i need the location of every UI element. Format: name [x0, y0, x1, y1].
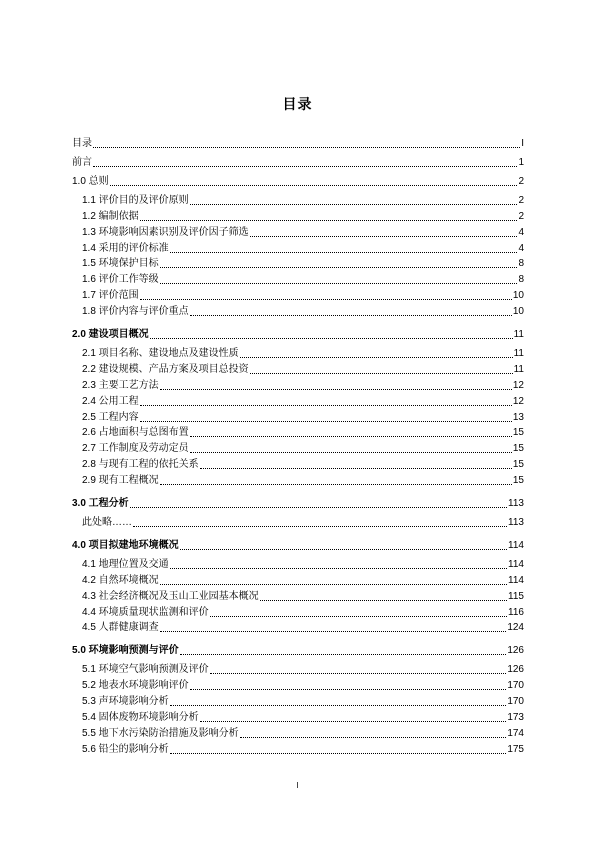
dot-leader [140, 420, 512, 422]
dot-leader [160, 630, 507, 632]
toc-entry-page: 12 [512, 395, 524, 407]
toc-entry-label: 5.0 环境影响预测与评价 [72, 645, 179, 657]
toc-subsection-entry[interactable] [72, 692, 524, 708]
toc-entry-page: 4 [518, 242, 524, 254]
toc-subsection-entry[interactable] [72, 392, 524, 408]
toc-entry-label: 1.4 采用的评价标准 [82, 242, 169, 254]
toc-entry-page: 8 [518, 258, 524, 270]
toc-entry-page: 11 [513, 329, 524, 341]
toc-section-entry[interactable] [72, 641, 524, 657]
toc-subsection-entry[interactable] [72, 424, 524, 440]
toc-entry-label: 1.3 环境影响因素识别及评价因子筛选 [82, 226, 249, 238]
toc-entry-page: 4 [518, 226, 524, 238]
toc-subsection-entry[interactable] [72, 555, 524, 571]
toc-entry-page: 11 [513, 363, 524, 375]
dot-leader [260, 599, 507, 601]
dot-leader [93, 165, 517, 167]
toc-subsection-entry[interactable] [72, 376, 524, 392]
toc-entry-page: 126 [507, 664, 524, 676]
toc-entry-page: 15 [512, 427, 524, 439]
dot-leader [180, 548, 507, 550]
toc-subsection-entry[interactable] [72, 344, 524, 360]
toc-subsection-entry[interactable] [72, 676, 524, 692]
toc-entry-label: 1.0 总则 [72, 176, 109, 187]
toc-entry-label: 前言 [72, 157, 92, 168]
dot-leader [140, 219, 518, 221]
toc-subsection-entry[interactable] [72, 708, 524, 724]
toc-entry-page: 170 [507, 696, 524, 708]
toc-entry-page: 116 [508, 606, 524, 618]
toc-entry-label: 2.3 主要工艺方法 [82, 379, 159, 391]
toc-entry-page: 124 [507, 622, 524, 634]
toc-entry-label: 2.7 工作制度及劳动定员 [82, 443, 189, 455]
toc-entry-label: 2.8 与现有工程的依托关系 [82, 459, 199, 471]
toc-subsection-entry[interactable] [72, 660, 524, 676]
toc-entry-label: 1.1 评价目的及评价原则 [82, 194, 189, 206]
toc-entry-page: 15 [512, 459, 524, 471]
toc-entry-label: 4.3 社会经济概况及玉山工业园基本概况 [82, 590, 259, 602]
toc-subsection-entry[interactable] [72, 724, 524, 740]
toc-entry-label: 5.1 环境空气影响预测及评价 [82, 664, 209, 676]
dot-leader [160, 483, 512, 485]
toc-section-entry[interactable] [72, 134, 524, 150]
toc-subsection-entry[interactable] [72, 619, 524, 635]
toc-entry-label: 2.9 现有工程概况 [82, 475, 159, 487]
toc-entry-page: 2 [518, 176, 524, 187]
toc-entry-label: 2.4 公用工程 [82, 395, 139, 407]
dot-leader [133, 525, 507, 527]
table-of-contents [72, 134, 524, 756]
toc-section-entry[interactable] [72, 536, 524, 552]
toc-entry-label: 2.0 建设项目概况 [72, 329, 149, 341]
toc-entry-page: 173 [507, 712, 524, 724]
toc-section-entry[interactable] [72, 172, 524, 188]
toc-entry-page: 10 [512, 306, 524, 318]
toc-entry-page: 2 [518, 194, 524, 206]
toc-entry-page: 10 [512, 290, 524, 302]
dot-leader [190, 203, 518, 205]
dot-leader [170, 251, 518, 253]
toc-entry-label: 2.5 工程内容 [82, 411, 139, 423]
toc-entry-page: 126 [507, 645, 524, 657]
toc-entry-label: 4.0 项目拟建地环境概况 [72, 540, 179, 552]
toc-entry-page: 170 [507, 680, 524, 692]
toc-subsection-entry[interactable] [72, 740, 524, 756]
toc-subsection-entry[interactable] [72, 360, 524, 376]
toc-entry-page: 114 [508, 558, 524, 570]
toc-subsection-entry[interactable] [72, 239, 524, 255]
toc-entry-page: 1 [518, 157, 524, 168]
toc-entry-page: 15 [512, 443, 524, 455]
toc-subsection-entry[interactable] [72, 408, 524, 424]
dot-leader [240, 736, 507, 738]
toc-subsection-entry[interactable] [72, 513, 524, 529]
dot-leader [200, 720, 507, 722]
toc-entry-label: 5.3 声环境影响分析 [82, 696, 169, 708]
toc-entry-label: 2.1 项目名称、建设地点及建设性质 [82, 348, 239, 360]
dot-leader [140, 404, 512, 406]
toc-entry-label: 4.1 地理位置及交通 [82, 558, 169, 570]
toc-entry-label: 目录 [72, 138, 92, 149]
toc-subsection-entry[interactable] [72, 302, 524, 318]
dot-leader [150, 337, 513, 339]
dot-leader [190, 688, 507, 690]
dot-leader [160, 388, 512, 390]
dot-leader [110, 184, 518, 186]
dot-leader [190, 451, 512, 453]
toc-subsection-entry[interactable] [72, 571, 524, 587]
dot-leader [210, 615, 507, 617]
toc-subsection-entry[interactable] [72, 587, 524, 603]
toc-section-entry[interactable] [72, 494, 524, 510]
toc-entry-label: 1.5 环境保护目标 [82, 258, 159, 270]
toc-subsection-entry[interactable] [72, 455, 524, 471]
toc-subsection-entry[interactable] [72, 270, 524, 286]
toc-entry-page: 2 [518, 210, 524, 222]
dot-leader [210, 672, 507, 674]
dot-leader [170, 567, 507, 569]
toc-entry-label: 5.5 地下水污染防治措施及影响分析 [82, 727, 239, 739]
toc-entry-label: 4.2 自然环境概况 [82, 574, 159, 586]
dot-leader [170, 752, 507, 754]
dot-leader [250, 372, 513, 374]
toc-entry-page: 114 [508, 540, 524, 552]
dot-leader [240, 356, 513, 358]
toc-entry-label: 4.4 环境质量现状监测和评价 [82, 606, 209, 618]
toc-entry-label: 1.7 评价范围 [82, 290, 139, 302]
toc-entry-page: 113 [508, 498, 524, 510]
toc-entry-label: 5.2 地表水环境影响评价 [82, 680, 189, 692]
toc-entry-label: 1.6 评价工作等级 [82, 274, 159, 286]
toc-entry-label: 1.2 编制依据 [82, 210, 139, 222]
dot-leader [160, 282, 518, 284]
toc-subsection-entry[interactable] [72, 603, 524, 619]
dot-leader [190, 435, 512, 437]
toc-entry-page: 114 [508, 574, 524, 586]
toc-entry-label: 1.8 评价内容与评价重点 [82, 306, 189, 318]
toc-entry-page: 113 [508, 517, 524, 529]
dot-leader [160, 266, 518, 268]
toc-subsection-entry[interactable] [72, 207, 524, 223]
toc-subsection-entry[interactable] [72, 286, 524, 302]
toc-entry-page: 11 [513, 348, 524, 360]
toc-subsection-entry[interactable] [72, 255, 524, 271]
toc-entry-label: 5.4 固体废物环境影响分析 [82, 712, 199, 724]
toc-section-entry[interactable] [72, 325, 524, 341]
dot-leader [93, 146, 520, 148]
toc-entry-page: 8 [518, 274, 524, 286]
toc-subsection-entry[interactable] [72, 191, 524, 207]
dot-leader [160, 583, 507, 585]
toc-subsection-entry[interactable] [72, 223, 524, 239]
dot-leader [180, 653, 507, 655]
toc-entry-page: 15 [512, 475, 524, 487]
toc-entry-page: 12 [512, 379, 524, 391]
dot-leader [170, 704, 507, 706]
toc-entry-page: 13 [512, 411, 524, 423]
toc-section-entry[interactable] [72, 153, 524, 169]
toc-entry-label: 2.6 占地面积与总图布置 [82, 427, 189, 439]
toc-entry-page: 115 [508, 590, 524, 602]
dot-leader [190, 314, 512, 316]
toc-entry-label: 3.0 工程分析 [72, 498, 129, 510]
toc-entry-page: 174 [507, 727, 524, 739]
toc-subsection-entry[interactable] [72, 439, 524, 455]
toc-entry-page: 175 [507, 743, 524, 755]
toc-entry-label: 2.2 建设规模、产品方案及项目总投资 [82, 363, 249, 375]
dot-leader [140, 298, 512, 300]
toc-subsection-entry[interactable] [72, 471, 524, 487]
toc-entry-label: 4.5 人群健康调查 [82, 622, 159, 634]
toc-entry-label: 此处略…… [82, 517, 132, 529]
page-number-footer: I [296, 781, 299, 790]
toc-entry-page: I [521, 138, 524, 149]
dot-leader [250, 235, 518, 237]
dot-leader [130, 506, 507, 508]
page-title: 目录 [282, 96, 313, 112]
dot-leader [200, 467, 512, 469]
toc-entry-label: 5.6 铅尘的影响分析 [82, 743, 169, 755]
